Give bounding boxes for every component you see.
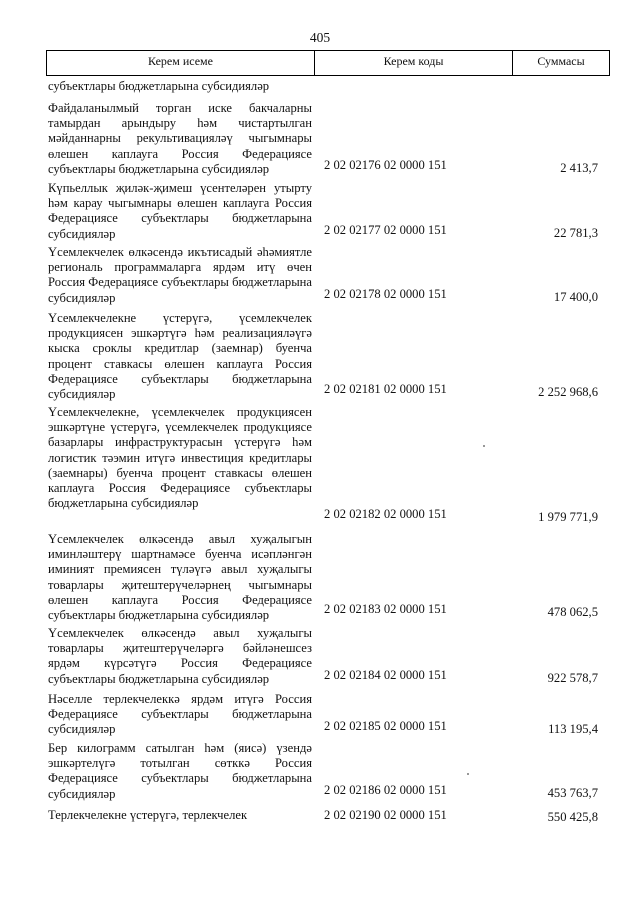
header-sum-column: Суммасы bbox=[537, 54, 585, 68]
table-row bbox=[0, 245, 640, 305]
table-row bbox=[0, 532, 640, 623]
row-amount: 453 763,7 bbox=[547, 785, 598, 800]
row-code: 2 02 02182 02 0000 151 bbox=[324, 506, 447, 521]
row-name: Үсемлекчелек өлкәсендә авыл хуҗалыгын иминләштерү шартнамәсе буенча исәпләнгән иминият премиясен түләүгә авыл хуҗалыгы товарлары җитештерүчеләрнең чыгымнары өлешен каплауга Россия Федерациясе субъектлары бюджетларына субсидияләр bbox=[48, 532, 312, 623]
row-name: Үсемлекчелек өлкәсендә икътисадый әһәмиятле региональ программаларга ярдәм итү өчен Россия Федерациясе субъектлары бюджетларына субсидияләр bbox=[48, 245, 312, 305]
row-code: 2 02 02176 02 0000 151 bbox=[324, 157, 447, 172]
row-name: Үсемлекчелекне, үсемлекчелек продукциясен эшкәртүне үстерүгә, үсемлекчелек продукциясе базарлары инфраструктурасын үстерүгә һәм логистик тәэмин итүгә инвестиция кредитлары (заемнары) буенча процент ставкасы өлешен каплауга Россия Федерациясе субъектлары бюджетларына субсидияләр bbox=[48, 405, 312, 511]
row-name: Файдаланылмый торган иске бакчаларны тамырдан арындыру һәм чистартылган мәйданнарны рекультивацияләү чыгымнары өлешен каплауга Россия Федерациясе субъектлары бюджетларына субсидияләр bbox=[48, 101, 312, 176]
row-code: 2 02 02177 02 0000 151 bbox=[324, 222, 447, 237]
continuation-row bbox=[0, 79, 640, 95]
row-code: 2 02 02190 02 0000 151 bbox=[324, 808, 447, 822]
table-row bbox=[0, 692, 640, 737]
table-row bbox=[0, 101, 640, 176]
row-code: 2 02 02186 02 0000 151 bbox=[324, 782, 447, 797]
row-amount: 550 425,8 bbox=[547, 810, 598, 824]
table-row bbox=[0, 311, 640, 402]
scan-speck bbox=[467, 773, 469, 775]
row-amount: 22 781,3 bbox=[553, 225, 598, 240]
row-amount: 1 979 771,9 bbox=[538, 509, 598, 524]
header-name-column: Керем исеме bbox=[47, 51, 315, 75]
row-name: Үсемлекчелекне үстерүгә, үсемлекчелек продукциясен эшкәртүгә һәм реализацияләүгә кыска сроклы кредитлар (заемнар) буенча процент ставкасы өлешен каплауга Россия Федерациясе субъектлары бюджетларына субсидияләр bbox=[48, 311, 312, 402]
scan-speck bbox=[483, 445, 485, 447]
page-number: 405 bbox=[309, 30, 331, 45]
row-amount: 922 578,7 bbox=[547, 670, 598, 685]
row-code: 2 02 02184 02 0000 151 bbox=[324, 667, 447, 682]
table-row bbox=[0, 405, 640, 522]
table-row bbox=[0, 626, 640, 686]
row-name: Бер килограмм сатылган һәм (яисә) үзендә эшкәртелүгә тотылган сөтккә Россия Федерациясе субъектлары бюджетларына субсидияләр bbox=[48, 741, 312, 801]
row-name: Терлекчелекне үстерүгә, терлекчелек bbox=[48, 808, 248, 822]
row-amount: 2 413,7 bbox=[560, 160, 598, 175]
row-code: 2 02 02181 02 0000 151 bbox=[324, 381, 447, 396]
row-amount: 113 195,4 bbox=[548, 721, 598, 736]
row-amount: 478 062,5 bbox=[547, 604, 598, 619]
row-code: 2 02 02183 02 0000 151 bbox=[324, 601, 447, 616]
row-amount: 17 400,0 bbox=[553, 289, 598, 304]
row-code: 2 02 02185 02 0000 151 bbox=[324, 718, 447, 733]
table-header bbox=[46, 50, 610, 76]
row-name: Нәселле терлекчелеккә ярдәм итүгә Россия Федерациясе субъектлары бюджетларына субсидияләр bbox=[48, 692, 312, 737]
row-amount: 2 252 968,6 bbox=[538, 384, 598, 399]
table-row bbox=[0, 808, 640, 828]
table-row bbox=[0, 181, 640, 241]
continuation-text: субъектлары бюджетларына субсидияләр bbox=[48, 79, 270, 93]
table-row bbox=[0, 741, 640, 801]
header-code-column: Керем коды bbox=[315, 51, 513, 75]
row-name: Күпьеллык җиләк-җимеш үсентеләрен утырту һәм карау чыгымнары өлешен каплауга Россия Федерациясе субъектлары бюджетларына субсидияләр bbox=[48, 181, 312, 241]
row-code: 2 02 02178 02 0000 151 bbox=[324, 286, 447, 301]
row-name: Үсемлекчелек өлкәсендә авыл хуҗалыгы товарлары җитештерүчеләргә бәйләнешсез ярдәм күрсәтүгә Россия Федерациясе субъектлары бюджетларына субсидияләр bbox=[48, 626, 312, 686]
